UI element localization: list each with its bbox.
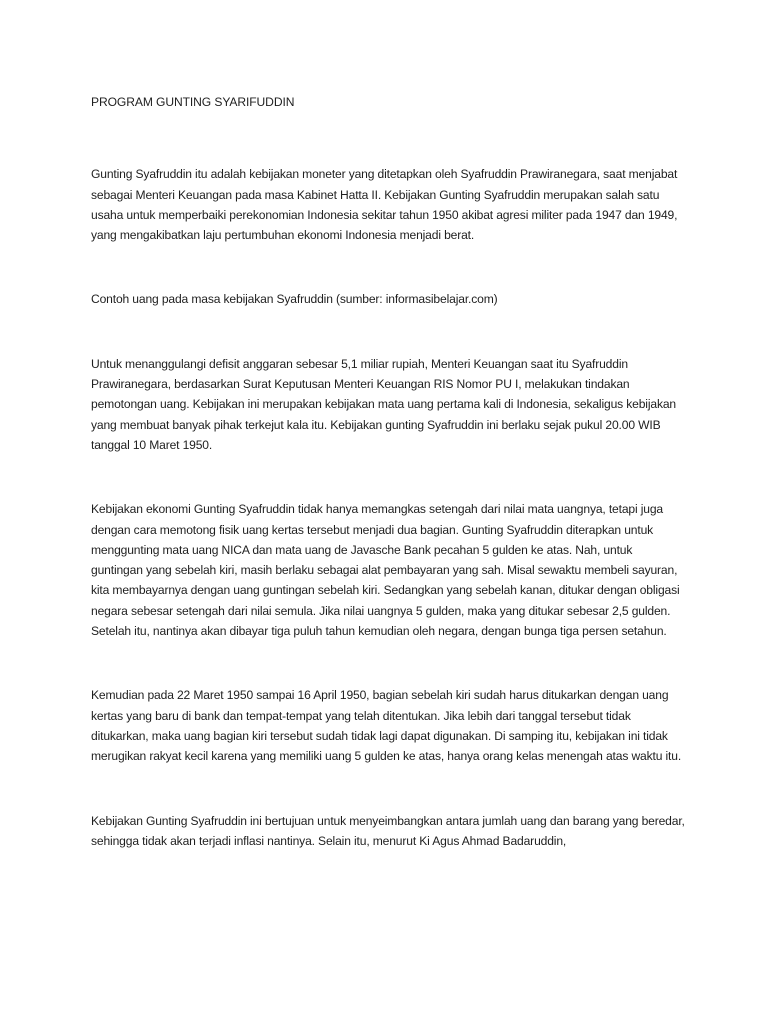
spacer bbox=[91, 455, 686, 499]
image-caption: Contoh uang pada masa kebijakan Syafruddin (sumber: informasibelajar.com) bbox=[91, 292, 498, 307]
paragraph-tujuan: Kebijakan Gunting Syafruddin ini bertujuan untuk menyeimbangkan antara jumlah uang dan barang yang beredar, sehingga tidak akan terjadi inflasi nantinya. Selain itu, menurut Ki Agus Ahmad Badaruddin, bbox=[91, 813, 685, 848]
document-title: PROGRAM GUNTING SYARIFUDDIN bbox=[91, 95, 295, 109]
paragraph-intro: Gunting Syafruddin itu adalah kebijakan moneter yang ditetapkan oleh Syafruddin Prawiranegara, saat menjabat sebagai Menteri Keuangan pada masa Kabinet Hatta II. Kebijakan Gunting Syafruddin merupakan salah satu usaha untuk memperbaiki perekonomian Indonesia sekitar tahun 1950 akibat agresi militer pada 1947 dan 1949, yang mengakibatkan laju pertumbuhan ekonomi Indonesia menjadi berat. bbox=[91, 167, 678, 243]
paragraph-penukaran: Kemudian pada 22 Maret 1950 sampai 16 April 1950, bagian sebelah kiri sudah harus ditukarkan dengan uang kertas yang baru di bank dan tempat-tempat yang telah ditentukan. Jika lebih dari tanggal tersebut tidak ditukarkan, maka uang bagian kiri tersebut sudah tidak lagi dapat digunakan. Di samping itu, kebijakan ini tidak merugikan rakyat kecil karena yang memiliki uang 5 gulden ke atas, hanya orang kelas menengah atas waktu itu. bbox=[91, 688, 682, 764]
spacer bbox=[91, 310, 686, 354]
spacer bbox=[91, 767, 686, 811]
spacer bbox=[91, 112, 686, 164]
paragraph-mekanisme: Kebijakan ekonomi Gunting Syafruddin tidak hanya memangkas setengah dari nilai mata uangnya, tetapi juga dengan cara memotong fisik uang kertas tersebut menjadi dua bagian. Gunting Syafruddin diterapkan untuk menggunting mata uang NICA dan mata uang de Javasche Bank pecahan 5 gulden ke atas. Nah, untuk guntingan yang sebelah kiri, masih berlaku sebagai alat pembayaran yang sah. Misal sewaktu membeli sayuran, kita membayarnya dengan uang guntingan sebelah kiri. Sedangkan yang sebelah kanan, ditukar dengan obligasi negara sebesar setengah dari nilai semula. Jika nilai uangnya 5 gulden, maka yang ditukar sebesar 2,5 gulden. Setelah itu, nantinya akan dibayar tiga puluh tahun kemudian oleh negara, dengan bunga tiga persen setahun. bbox=[91, 502, 680, 639]
paragraph-defisit: Untuk menanggulangi defisit anggaran sebesar 5,1 miliar rupiah, Menteri Keuangan saat itu Syafruddin Prawiranegara, berdasarkan Surat Keputusan Menteri Keuangan RIS Nomor PU I, melakukan tindakan pemotongan uang. Kebijakan ini merupakan kebijakan mata uang pertama kali di Indonesia, sekaligus kebijakan yang membuat banyak pihak terkejut kala itu. Kebijakan gunting Syafruddin ini berlaku sejak pukul 20.00 WIB tanggal 10 Maret 1950. bbox=[91, 356, 676, 452]
document-body bbox=[91, 92, 686, 851]
spacer bbox=[91, 245, 686, 289]
spacer bbox=[91, 641, 686, 685]
